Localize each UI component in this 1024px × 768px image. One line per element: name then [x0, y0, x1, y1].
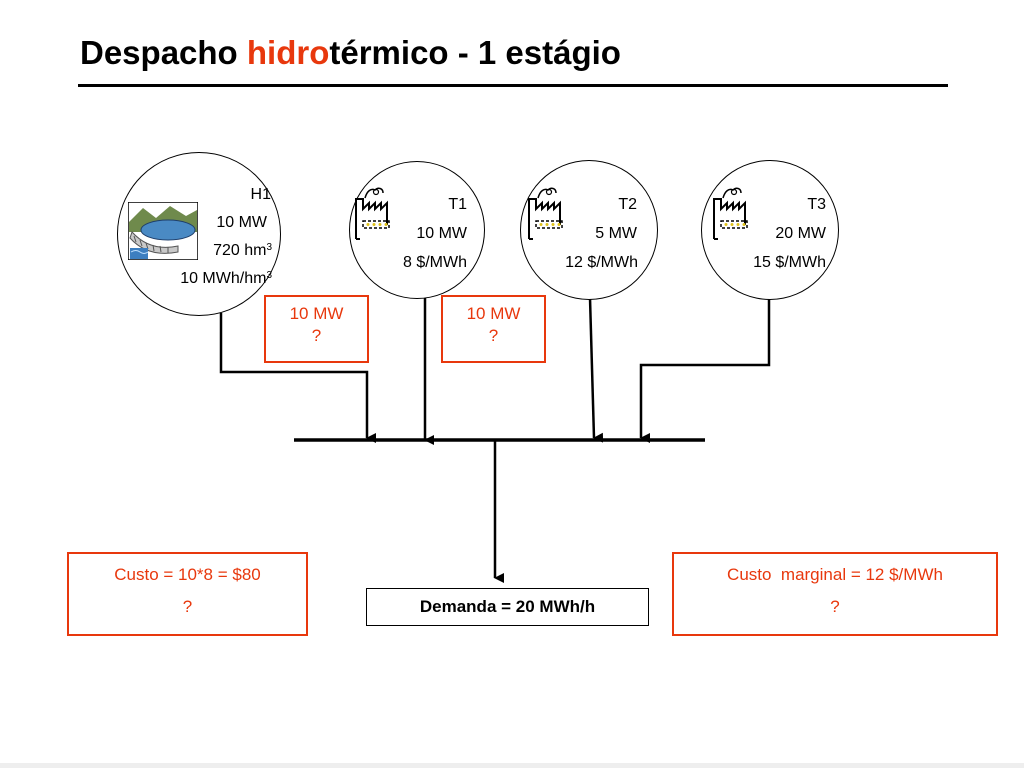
factory-icon	[528, 185, 570, 241]
footer-strip	[0, 763, 1024, 768]
t3-label-capacity: 20 MW	[775, 225, 826, 242]
title-prefix: Despacho	[80, 34, 247, 71]
h1-flow-box	[264, 295, 369, 363]
t3-feeder-line	[641, 298, 769, 438]
cost-formula: Custo = 10*8 = $80	[114, 565, 261, 584]
h1-flow-unknown: ?	[311, 326, 322, 345]
h1-volume-text: 720 hm	[213, 242, 267, 259]
marginal-cost-box	[672, 552, 998, 636]
marginal-cost-value: Custo marginal = 12 $/MWh	[727, 565, 943, 584]
cost-unknown: ?	[182, 597, 193, 616]
t1-flow-unknown: ?	[488, 326, 499, 345]
factory-icon	[713, 185, 755, 241]
title-accent: hidro	[246, 34, 330, 71]
h1-label-volume	[213, 237, 272, 265]
t3-label-name: T3	[807, 196, 826, 213]
factory-icon	[355, 185, 397, 241]
marginal-cost-unknown: ?	[830, 597, 840, 616]
t2-label-capacity: 5 MW	[595, 225, 637, 242]
t1-flow-value: 10 MW	[466, 304, 521, 323]
t2-label-name: T2	[618, 196, 637, 213]
h1-coefficient-exponent: 3	[266, 270, 272, 281]
t1-label-capacity: 10 MW	[416, 225, 467, 242]
cost-box	[67, 552, 308, 636]
t2-feeder-line	[590, 298, 594, 438]
t2-label-cost: 12 $/MWh	[565, 254, 638, 271]
t1-flow-box	[441, 295, 546, 363]
h1-volume-exponent: 3	[266, 242, 272, 253]
t1-label-cost: 8 $/MWh	[402, 254, 467, 271]
h1-label-capacity: 10 MW	[216, 214, 267, 231]
h1-label-name: H1	[250, 186, 271, 203]
h1-flow-value: 10 MW	[289, 304, 344, 323]
dam-reservoir-icon	[128, 202, 198, 260]
demand-box: Demanda = 20 MWh/h	[366, 588, 649, 626]
title-suffix: térmico - 1 estágio	[329, 34, 621, 71]
h1-coefficient-text: 10 MWh/hm	[180, 270, 267, 287]
h1-label-coefficient	[180, 265, 272, 293]
t1-label-name: T1	[448, 196, 467, 213]
t3-label-cost: 15 $/MWh	[753, 254, 826, 271]
